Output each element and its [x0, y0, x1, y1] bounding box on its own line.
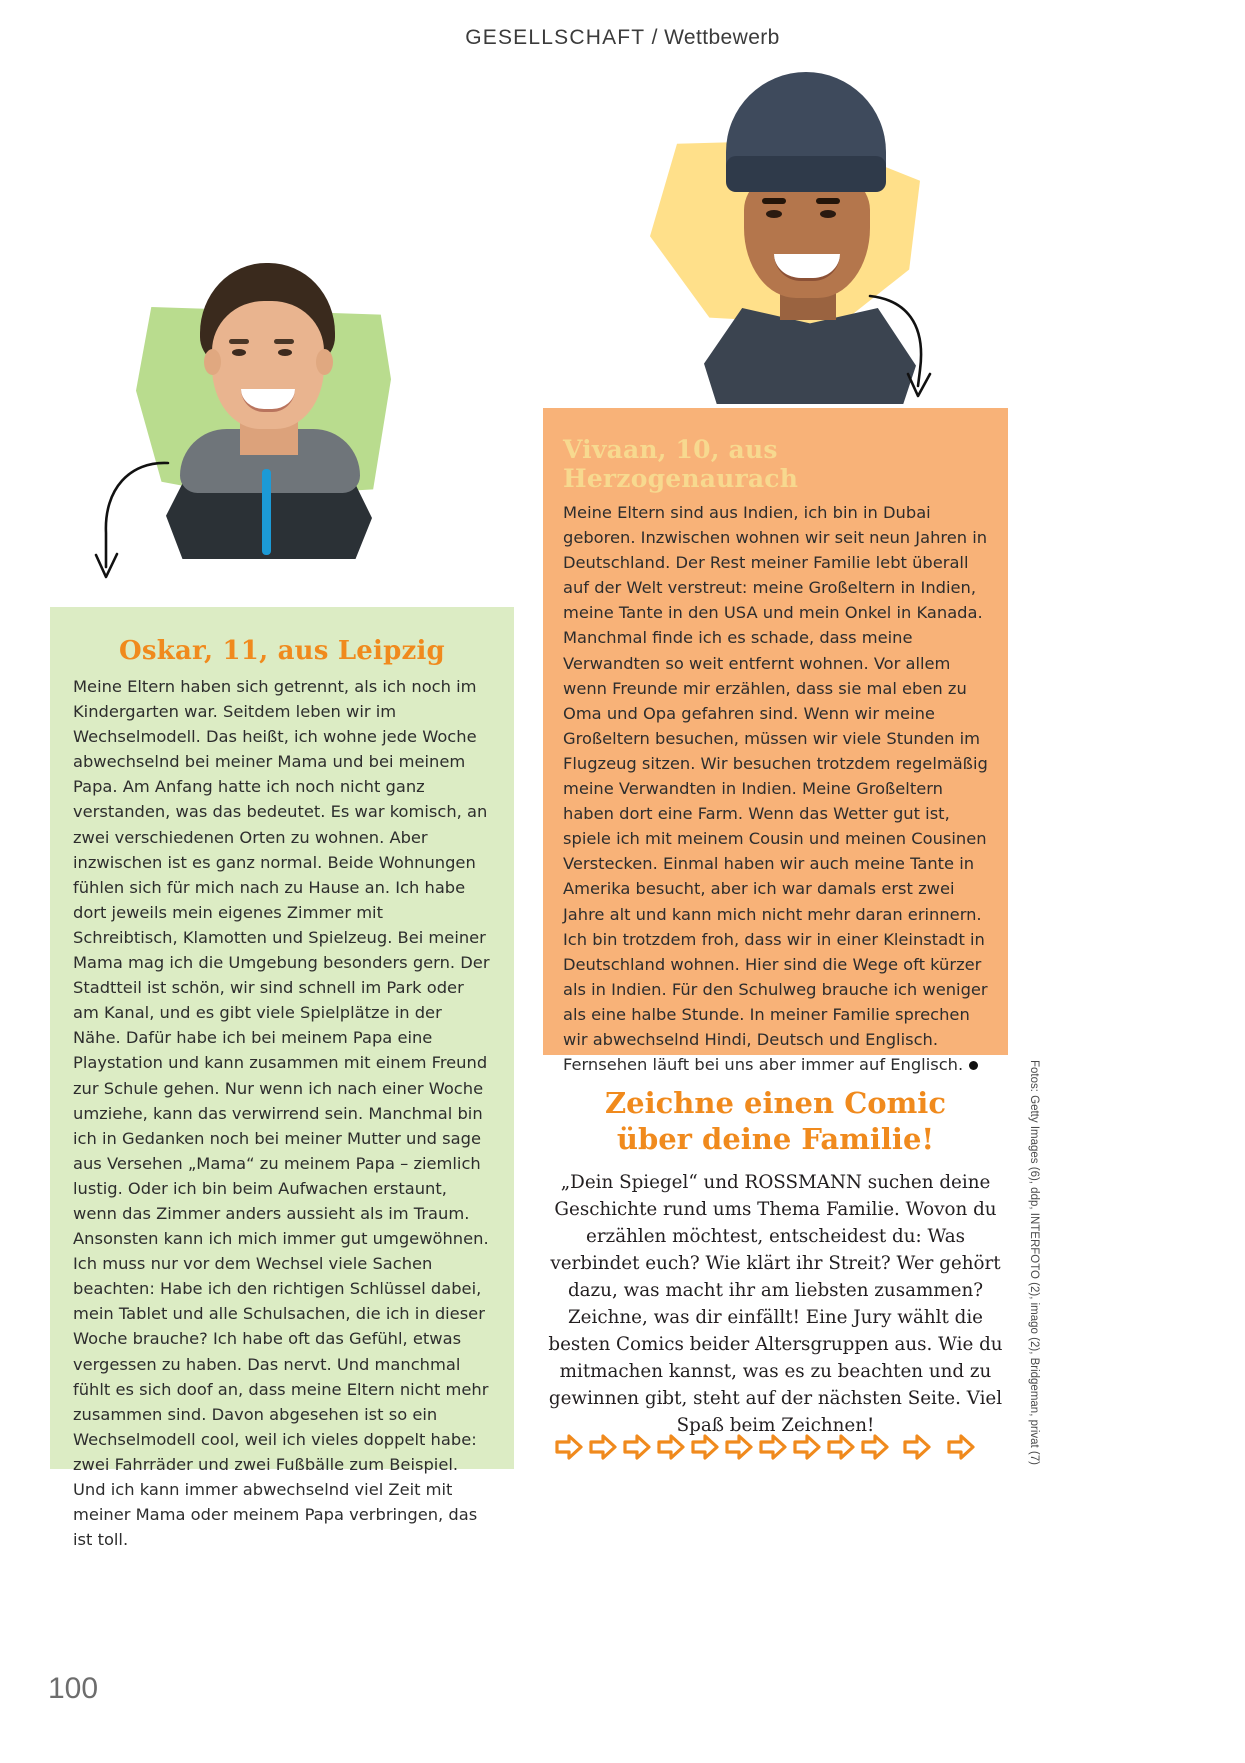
- oskar-body-text: Meine Eltern haben sich getrennt, als ich noch im Kindergarten war. Seitdem leben wir im Wechselmodell. Das heißt, ich wohne jede Woche abwechselnd bei meiner Mama und bei meinem Papa. Am Anfang hatte ich noch nicht ganz verstanden, was das bedeutet. Es war komisch, an zwei verschiedenen Orten zu wohnen. Aber inzwischen ist es ganz normal. Beide Wohnungen fühlen sich für mich nach zu Hause an. Ich habe dort jeweils mein eigenes Zimmer mit Schreibtisch, Klamotten und Spielzeug. Bei meiner Mama mag ich die Umgebung besonders gern. Der Stadtteil ist schön, wir sind schnell im Park oder am Kanal, und es gibt viele Spielplätze in der Nähe. Dafür habe ich bei meinem Papa eine Playstation und kann zusammen mit einem Freund zur Schule gehen. Nur wenn ich nach einer Woche umziehe, kann das verwirrend sein. Manchmal bin ich in Gedanken noch bei meiner Mutter und sage aus Versehen „Mama“ zu meinem Papa – ziemlich lustig. Oder ich bin beim Aufwachen erstaunt, wenn das Zimmer anders aussieht als im Traum. Ansonsten kann ich mich immer gut umgewöhnen. Ich muss nur vor dem Wechsel viele Sachen beachten: Habe ich den richtigen Schlüssel dabei, mein Tablet und alle Schulsachen, die ich in dieser Woche brauche? Ich habe oft das Gefühl, etwas vergessen zu haben. Das nervt. Und manchmal fühlt es sich doof an, dass meine Eltern nicht mehr zusammen sind. Davon abgesehen ist so ein Wechselmodell cool, weil ich vieles doppelt habe: zwei Fahrräder und zwei Fußbälle zum Beispiel. Und ich kann immer abwechselnd viel Zeit mit meiner Mama oder meinem Papa verbringen, das ist toll.: [73, 677, 490, 1550]
- decorative-arrow-row: [553, 1430, 1003, 1470]
- oskar-portrait-illustration: [158, 253, 378, 553]
- call-to-action: [543, 1085, 1008, 1439]
- story-box-vivaan: [543, 408, 1008, 1075]
- story-box-oskar: [50, 607, 514, 1550]
- arrow-to-vivaan-box: [862, 290, 952, 410]
- arrow-row-icons: [553, 1430, 1003, 1470]
- vivaan-text: Meine Eltern sind aus Indien, ich bin in Dubai geboren. Inzwischen wohnen wir seit neun Jahren in Deutschland. Der Rest meiner Familie lebt überall auf der Welt verstreut: meine Großeltern in Indien, meine Tante in den USA und mein Onkel in Kanada. Manchmal finde ich es schade, dass meine Verwandten so weit entfernt wohnen. Vor allem wenn Freunde mir erzählen, dass sie mal eben zu Oma und Opa gefahren sind. Wenn wir meine Großeltern besuchen, müssen wir viele Stunden im Flugzeug sitzen. Wir besuchen trotzdem regelmäßig meine Verwandten in Indien. Meine Großeltern haben dort eine Farm. Wenn das Wetter gut ist, spiele ich mit meinem Cousin und meinen Cousinen Verstecken. Einmal haben wir auch meine Tante in Amerika besucht, aber ich war damals erst zwei Jahre alt und kann mich nicht mehr daran erinnern. Ich bin trotzdem froh, dass wir in einer Kleinstadt in Deutschland wohnen. Hier sind die Wege oft kürzer als in Indien. Für den Schulweg brauche ich weniger als eine halbe Stunde. In meiner Familie sprechen wir abwechselnd Hindi, Deutsch und Englisch. Fernsehen läuft bei uns aber immer auf Englisch.: [563, 503, 988, 1075]
- oskar-headline: Oskar, 11, aus Leipzig: [119, 636, 445, 666]
- vivaan-headline: Vivaan, 10, aus Herzogenaurach: [563, 435, 799, 493]
- page-header: [0, 26, 1245, 50]
- header-section: Wettbewerb: [664, 26, 780, 49]
- header-category: GESELLSCHAFT: [465, 26, 646, 49]
- cta-headline-line1: Zeichne einen Comic: [605, 1086, 946, 1120]
- end-mark-dot: [969, 1061, 978, 1070]
- cta-headline-line2: über deine Familie!: [616, 1122, 935, 1156]
- vivaan-body-text: [543, 493, 1008, 1077]
- arrow-to-oskar-box: [90, 455, 180, 595]
- header-separator: /: [651, 26, 658, 49]
- cta-body-text: „Dein Spiegel“ und ROSSMANN suchen deine Geschichte rund ums Thema Familie. Wovon du erzählen möchtest, entscheidest du: Was verbindet euch? Wie klärt ihr Streit? Wer gehört dazu, was macht ihr am liebsten zusammen? Zeichne, was dir einfällt! Eine Jury wählt die besten Comics beider Altersgruppen aus. Wie du mitmachen kannst, was es zu beachten und zu gewinnen gibt, steht auf der nächsten Seite. Viel Spaß beim Zeichnen!: [548, 1172, 1003, 1436]
- photo-credits: Fotos: Getty Images (6), ddp, INTERFOTO (2), imago (2), Bridgeman, privat (7): [1028, 1060, 1040, 1465]
- page-number: 100: [48, 1672, 99, 1705]
- cta-headline: [543, 1085, 1008, 1157]
